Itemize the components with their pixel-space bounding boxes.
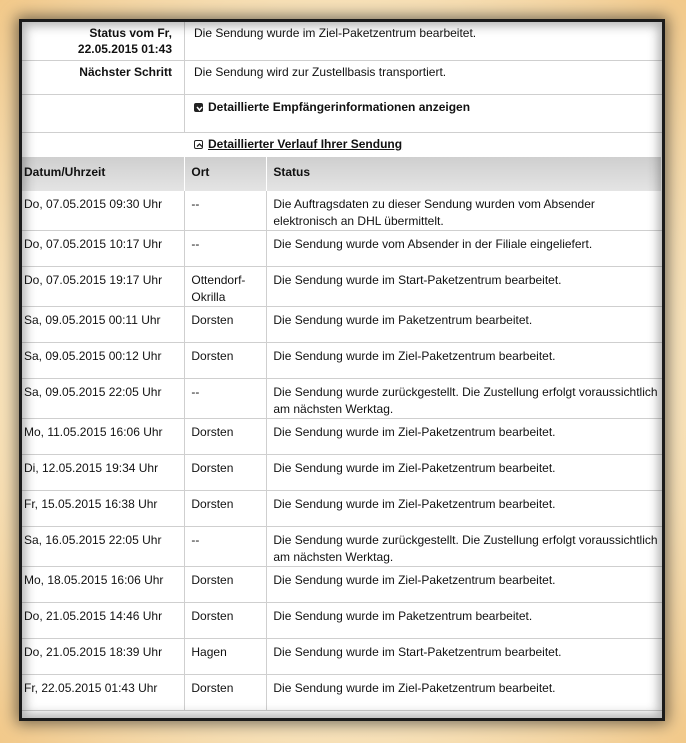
cell-date: Sa, 09.05.2015 22:05 Uhr	[22, 379, 185, 419]
cell-status: Die Sendung wurde im Paketzentrum bearbeitet.	[267, 603, 662, 639]
cell-place: --	[185, 231, 267, 267]
tracking-page	[22, 22, 662, 718]
status-row	[22, 22, 662, 61]
column-header-status: Status	[267, 157, 662, 191]
cell-status: Die Sendung wurde zurückgestellt. Die Zustellung erfolgt voraussichtlich am nächsten Werktag.	[267, 379, 662, 419]
table-row	[22, 455, 662, 491]
cell-place: --	[185, 379, 267, 419]
cell-place: Dorsten	[185, 491, 267, 527]
table-row	[22, 343, 662, 379]
column-header-place: Ort	[185, 157, 267, 191]
next-step-row	[22, 60, 662, 95]
table-row	[22, 267, 662, 307]
cell-status: Die Sendung wurde im Ziel-Paketzentrum bearbeitet.	[267, 455, 662, 491]
cell-place: Dorsten	[185, 307, 267, 343]
cell-date: Di, 12.05.2015 19:34 Uhr	[22, 455, 185, 491]
cell-status: Die Sendung wurde im Ziel-Paketzentrum bearbeitet.	[267, 567, 662, 603]
recipient-info-row	[22, 94, 662, 133]
cell-status: Die Sendung wurde im Ziel-Paketzentrum bearbeitet.	[267, 491, 662, 527]
history-header-row	[22, 157, 662, 191]
cell-date: Do, 07.05.2015 09:30 Uhr	[22, 191, 185, 231]
table-row	[22, 639, 662, 675]
cell-status: Die Sendung wurde im Ziel-Paketzentrum bearbeitet.	[267, 675, 662, 711]
divider	[184, 60, 185, 94]
cell-date: Mo, 18.05.2015 16:06 Uhr	[22, 567, 185, 603]
status-label-line2: 22.05.2015 01:43	[77, 42, 172, 56]
cell-date: Sa, 16.05.2015 22:05 Uhr	[22, 527, 185, 567]
next-step-label: Nächster Schritt	[79, 65, 172, 79]
history-table	[22, 157, 662, 711]
cell-date: Fr, 15.05.2015 16:38 Uhr	[22, 491, 185, 527]
table-row	[22, 603, 662, 639]
cell-status: Die Auftragsdaten zu dieser Sendung wurden vom Absender elektronisch an DHL übermittelt.	[267, 191, 662, 231]
table-row	[22, 675, 662, 711]
history-toggle[interactable]	[194, 136, 402, 152]
table-row	[22, 491, 662, 527]
cell-place: Dorsten	[185, 603, 267, 639]
divider	[184, 22, 185, 60]
cell-date: Do, 21.05.2015 14:46 Uhr	[22, 603, 185, 639]
cell-date: Do, 21.05.2015 18:39 Uhr	[22, 639, 185, 675]
cell-status: Die Sendung wurde zurückgestellt. Die Zustellung erfolgt voraussichtlich am nächsten Werktag.	[267, 527, 662, 567]
cell-status: Die Sendung wurde im Paketzentrum bearbeitet.	[267, 307, 662, 343]
table-row	[22, 191, 662, 231]
cell-place: Hagen	[185, 639, 267, 675]
status-label-line1: Status vom Fr,	[89, 26, 172, 40]
cell-status: Die Sendung wurde vom Absender in der Filiale eingeliefert.	[267, 231, 662, 267]
cell-status: Die Sendung wurde im Ziel-Paketzentrum bearbeitet.	[267, 419, 662, 455]
cell-date: Do, 07.05.2015 10:17 Uhr	[22, 231, 185, 267]
recipient-info-toggle-label: Detaillierte Empfängerinformationen anzeigen	[208, 100, 471, 114]
column-header-date: Datum/Uhrzeit	[22, 157, 185, 191]
cell-date: Mo, 11.05.2015 16:06 Uhr	[22, 419, 185, 455]
table-row	[22, 307, 662, 343]
cell-place: Dorsten	[185, 419, 267, 455]
cell-date: Do, 07.05.2015 19:17 Uhr	[22, 267, 185, 307]
cell-status: Die Sendung wurde im Start-Paketzentrum bearbeitet.	[267, 639, 662, 675]
table-row	[22, 527, 662, 567]
cell-place: Dorsten	[185, 343, 267, 379]
cell-status: Die Sendung wurde im Ziel-Paketzentrum bearbeitet.	[267, 343, 662, 379]
status-label	[22, 25, 172, 57]
cell-date: Sa, 09.05.2015 00:11 Uhr	[22, 307, 185, 343]
cell-date: Fr, 22.05.2015 01:43 Uhr	[22, 675, 185, 711]
divider	[184, 94, 185, 132]
cell-place: Dorsten	[185, 455, 267, 491]
table-row	[22, 379, 662, 419]
cell-place: --	[185, 191, 267, 231]
table-row	[22, 419, 662, 455]
cell-place: --	[185, 527, 267, 567]
status-value: Die Sendung wurde im Ziel-Paketzentrum bearbeitet.	[194, 26, 477, 40]
cell-place: Dorsten	[185, 567, 267, 603]
history-toggle-label: Detaillierter Verlauf Ihrer Sendung	[208, 137, 403, 151]
chevron-down-icon	[194, 103, 203, 112]
cell-status: Die Sendung wurde im Start-Paketzentrum bearbeitet.	[267, 267, 662, 307]
recipient-info-toggle[interactable]	[194, 99, 470, 115]
cell-place: Ottendorf-Okrilla	[185, 267, 267, 307]
history-toggle-row	[22, 132, 662, 157]
chevron-up-icon	[194, 140, 203, 149]
cell-place: Dorsten	[185, 675, 267, 711]
table-row	[22, 231, 662, 267]
next-step-value: Die Sendung wird zur Zustellbasis transportiert.	[194, 65, 447, 79]
table-row	[22, 567, 662, 603]
cell-date: Sa, 09.05.2015 00:12 Uhr	[22, 343, 185, 379]
